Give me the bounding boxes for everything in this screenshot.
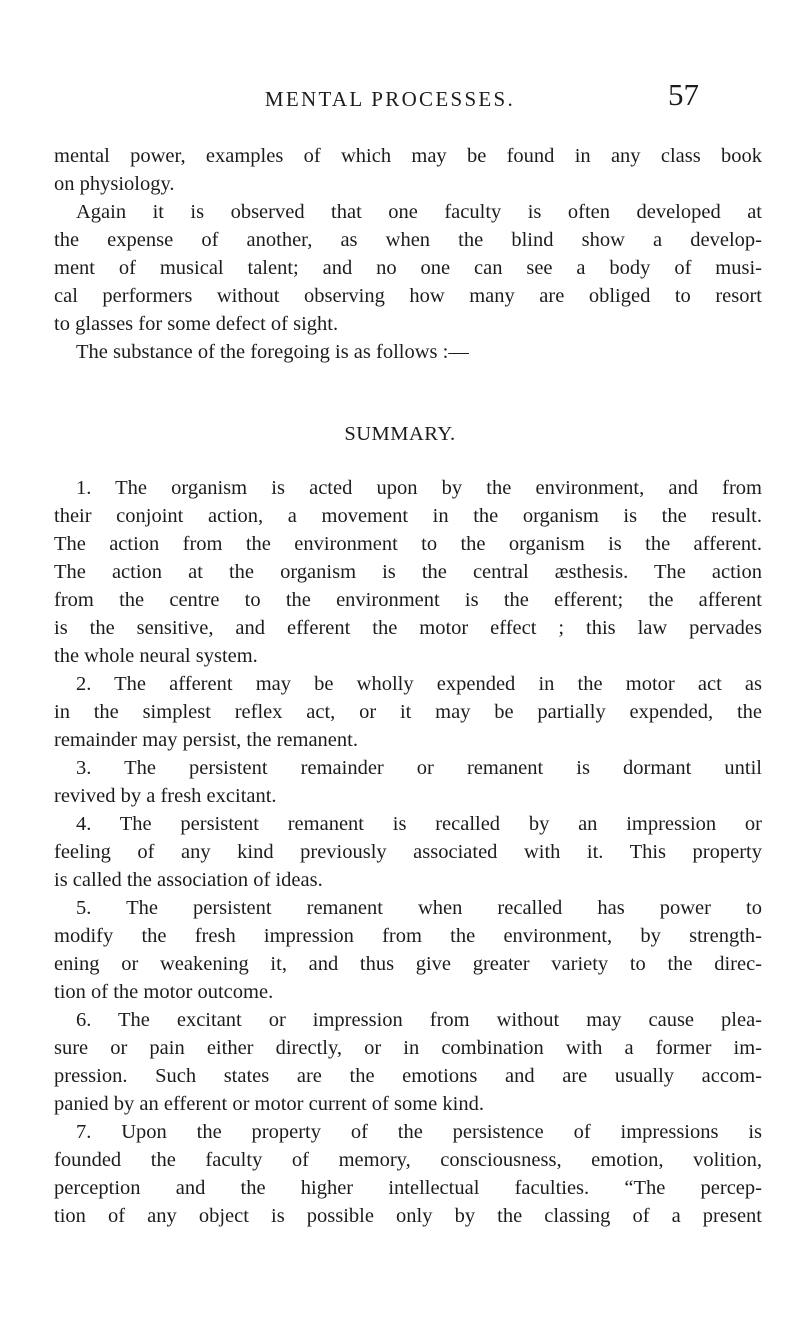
- text-line: The action at the organism is the central æsthesis. The action: [54, 561, 762, 583]
- text-line: 6. The excitant or impression from without may cause plea-: [76, 1009, 762, 1031]
- text-line: mental power, examples of which may be found in any class book: [54, 145, 762, 167]
- text-line: is the sensitive, and efferent the motor effect ; this law pervades: [54, 617, 762, 639]
- text-line: perception and the higher intellectual faculties. “The percep-: [54, 1177, 762, 1199]
- text-line: ment of musical talent; and no one can see a body of musi-: [54, 257, 762, 279]
- text-line: sure or pain either directly, or in combination with a former im-: [54, 1037, 762, 1059]
- text-line: 4. The persistent remanent is recalled by an impression or: [76, 813, 762, 835]
- text-line: 1. The organism is acted upon by the environment, and from: [76, 477, 762, 499]
- text-line: remainder may persist, the remanent.: [54, 729, 358, 751]
- text-line: 5. The persistent remanent when recalled has power to: [76, 897, 762, 919]
- text-line: the whole neural system.: [54, 645, 258, 667]
- text-line: tion of any object is possible only by the classing of a present: [54, 1205, 762, 1227]
- text-line: from the centre to the environment is the efferent; the afferent: [54, 589, 762, 611]
- text-line: Again it is observed that one faculty is often developed at: [76, 201, 762, 223]
- text-line: revived by a fresh excitant.: [54, 785, 277, 807]
- text-line: feeling of any kind previously associated with it. This property: [54, 841, 762, 863]
- text-line: 7. Upon the property of the persistence of impressions is: [76, 1121, 762, 1143]
- text-line: to glasses for some defect of sight.: [54, 313, 339, 335]
- running-title: MENTAL PROCESSES.: [264, 87, 516, 111]
- text-line: panied by an efferent or motor current of some kind.: [54, 1093, 484, 1115]
- text-line: pression. Such states are the emotions and are usually accom-: [54, 1065, 762, 1087]
- summary-heading: SUMMARY.: [344, 423, 456, 445]
- text-line: on physiology.: [54, 173, 175, 195]
- text-line: in the simplest reflex act, or it may be partially expended, the: [54, 701, 762, 723]
- text-line: 2. The afferent may be wholly expended in the motor act as: [76, 673, 762, 695]
- text-line: ening or weakening it, and thus give greater variety to the direc-: [54, 953, 762, 975]
- text-line: The action from the environment to the organism is the afferent.: [54, 533, 762, 555]
- page-number: 57: [668, 77, 699, 112]
- text-line: is called the association of ideas.: [54, 869, 323, 891]
- text-line: The substance of the foregoing is as follows :—: [76, 341, 469, 363]
- text-line: 3. The persistent remainder or remanent is dormant until: [76, 757, 762, 779]
- text-line: modify the fresh impression from the environment, by strength-: [54, 925, 762, 947]
- text-line: the expense of another, as when the blind show a develop-: [54, 229, 762, 251]
- text-line: cal performers without observing how many are obliged to resort: [54, 285, 762, 307]
- text-line: tion of the motor outcome.: [54, 981, 274, 1003]
- text-line: their conjoint action, a movement in the organism is the result.: [54, 505, 762, 527]
- text-line: founded the faculty of memory, consciousness, emotion, volition,: [54, 1149, 762, 1171]
